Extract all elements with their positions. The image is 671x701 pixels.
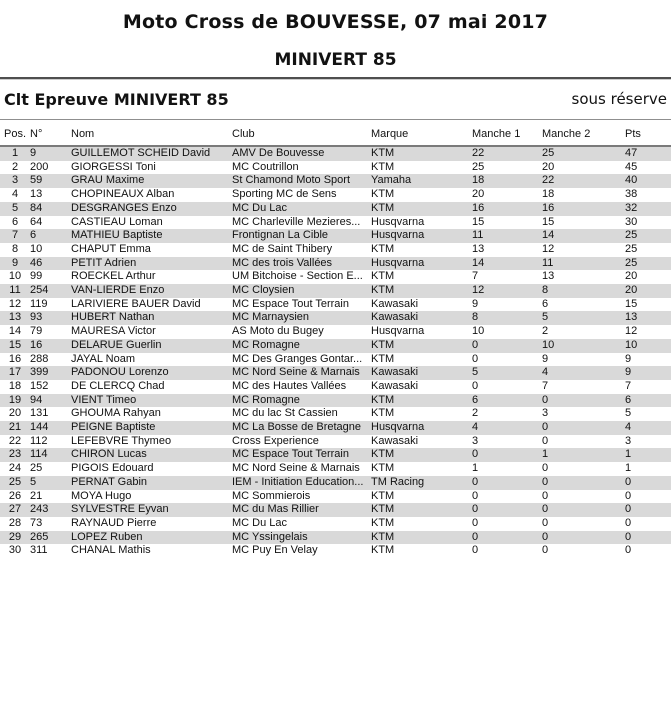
cell-pos: 17 bbox=[0, 366, 30, 380]
cell-manche2: 0 bbox=[542, 434, 549, 447]
cell-club: MC Romagne bbox=[232, 339, 371, 353]
cell-club: MC du lac St Cassien bbox=[232, 407, 338, 420]
cell-manche1: 10 bbox=[472, 325, 485, 338]
table-row bbox=[0, 462, 671, 476]
cell-pts: 30 bbox=[625, 215, 638, 228]
cell-pts: 7 bbox=[625, 379, 632, 392]
column-header-num: N° bbox=[30, 120, 71, 146]
cell-pos: 26 bbox=[8, 489, 22, 502]
cell-marque: KTM bbox=[371, 339, 472, 353]
cell-pos: 7 bbox=[0, 229, 30, 243]
cell-num: 311 bbox=[30, 544, 48, 557]
cell-marque: KTM bbox=[371, 544, 395, 557]
cell-pos: 25 bbox=[0, 476, 30, 490]
cell-club: MC Yssingelais bbox=[232, 531, 371, 545]
cell-marque: TM Racing bbox=[371, 476, 472, 490]
cell-club: MC Nord Seine & Marnais bbox=[232, 366, 371, 380]
cell-pos: 2 bbox=[11, 160, 19, 173]
table-row bbox=[0, 448, 671, 462]
table-row bbox=[0, 517, 671, 531]
cell-num: 112 bbox=[30, 434, 48, 447]
cell-manche1: 5 bbox=[472, 366, 542, 380]
table-header bbox=[0, 120, 671, 146]
cell-club: St Chamond Moto Sport bbox=[232, 174, 371, 188]
cell-manche2: 4 bbox=[542, 366, 625, 380]
cell-pts: 0 bbox=[625, 476, 671, 490]
cell-nom: SYLVESTRE Eyvan bbox=[71, 503, 232, 517]
cell-club: MC Marnaysien bbox=[232, 311, 371, 325]
cell-manche2: 0 bbox=[542, 503, 625, 517]
cell-pts: 47 bbox=[625, 146, 671, 161]
event-title: Moto Cross de BOUVESSE, 07 mai 2017 bbox=[122, 11, 549, 33]
cell-nom: DE CLERCQ Chad bbox=[71, 379, 165, 392]
table-row bbox=[0, 202, 671, 216]
table-row bbox=[0, 270, 671, 284]
cell-manche2: 1 bbox=[542, 448, 625, 462]
cell-pts: 38 bbox=[625, 188, 638, 201]
cell-club: MC Romagne bbox=[232, 394, 371, 408]
cell-marque: KTM bbox=[371, 489, 395, 502]
cell-num: 73 bbox=[30, 516, 43, 529]
cell-pts: 0 bbox=[625, 516, 632, 529]
table-row bbox=[0, 243, 671, 257]
cell-club: MC Charleville Mezieres... bbox=[232, 215, 361, 228]
cell-pts: 13 bbox=[625, 311, 671, 325]
cell-nom: GHOUMA Rahyan bbox=[71, 407, 161, 420]
column-header-marque: Marque bbox=[371, 120, 472, 146]
cell-manche2: 3 bbox=[542, 407, 549, 420]
cell-club: MC Du Lac bbox=[232, 202, 371, 216]
cell-pts: 4 bbox=[625, 421, 671, 435]
cell-num: 13 bbox=[30, 188, 43, 201]
cell-pts: 25 bbox=[625, 229, 671, 243]
cell-nom: PETIT Adrien bbox=[71, 257, 232, 271]
cell-nom: PERNAT Gabin bbox=[71, 476, 232, 490]
cell-manche2: 10 bbox=[542, 339, 625, 353]
cell-manche2: 14 bbox=[542, 229, 625, 243]
cell-manche1: 2 bbox=[472, 407, 479, 420]
cell-manche2: 16 bbox=[542, 202, 625, 216]
cell-nom: MAURESA Victor bbox=[71, 325, 156, 338]
cell-manche1: 12 bbox=[472, 284, 542, 298]
cell-nom: VIENT Timeo bbox=[71, 394, 232, 408]
cell-marque: KTM bbox=[371, 407, 395, 420]
table-row bbox=[0, 229, 671, 243]
cell-manche1: 9 bbox=[472, 297, 479, 310]
cell-club: MC Sommierois bbox=[232, 489, 311, 502]
cell-manche1: 13 bbox=[472, 242, 485, 255]
table-row bbox=[0, 216, 671, 230]
section-heading: Clt Epreuve MINIVERT 85 bbox=[4, 89, 229, 109]
cell-club: AMV De Bouvesse bbox=[232, 146, 371, 161]
cell-manche2: 0 bbox=[542, 462, 549, 475]
cell-nom: HUBERT Nathan bbox=[71, 311, 232, 325]
cell-num: 9 bbox=[30, 146, 71, 161]
cell-manche1: 11 bbox=[472, 229, 542, 243]
column-header-club: Club bbox=[232, 120, 371, 146]
cell-nom: PEIGNE Baptiste bbox=[71, 421, 232, 435]
cell-num: 79 bbox=[30, 325, 43, 338]
cell-manche2: 0 bbox=[542, 476, 625, 490]
table-body bbox=[0, 146, 671, 558]
cell-manche1: 1 bbox=[472, 462, 479, 475]
cell-club: MC des trois Vallées bbox=[232, 257, 371, 271]
cell-pts: 45 bbox=[625, 160, 638, 173]
cell-nom: CHAPUT Emma bbox=[71, 242, 151, 255]
cell-num: 21 bbox=[30, 489, 43, 502]
cell-marque: Husqvarna bbox=[371, 421, 472, 435]
cell-nom: LEFEBVRE Thymeo bbox=[71, 434, 172, 447]
cell-num: 200 bbox=[30, 160, 49, 173]
cell-num: 131 bbox=[30, 407, 49, 420]
cell-nom: CHANAL Mathis bbox=[71, 544, 151, 557]
cell-pos: 11 bbox=[0, 284, 30, 298]
cell-num: 84 bbox=[30, 202, 71, 216]
cell-club: MC Nord Seine & Marnais bbox=[232, 462, 360, 475]
cell-manche2: 12 bbox=[542, 242, 555, 255]
cell-pos: 10 bbox=[8, 270, 22, 283]
cell-pos: 16 bbox=[8, 352, 22, 365]
cell-marque: KTM bbox=[371, 352, 395, 365]
cell-club: UM Bitchoise - Section E... bbox=[232, 270, 363, 283]
cell-manche1: 18 bbox=[472, 174, 542, 188]
cell-marque: Husqvarna bbox=[371, 229, 472, 243]
cell-pts: 20 bbox=[625, 284, 671, 298]
cell-nom: LOPEZ Ruben bbox=[71, 531, 232, 545]
cell-num: 399 bbox=[30, 366, 71, 380]
table-row bbox=[0, 366, 671, 380]
cell-manche2: 0 bbox=[542, 394, 625, 408]
cell-marque: Kawasaki bbox=[371, 366, 472, 380]
cell-pos: 12 bbox=[8, 297, 22, 310]
cell-manche2: 0 bbox=[542, 489, 549, 502]
cell-marque: Kawasaki bbox=[371, 311, 472, 325]
cell-manche1: 0 bbox=[472, 516, 479, 529]
cell-nom: JAYAL Noam bbox=[71, 352, 135, 365]
category-title: MINIVERT 85 bbox=[274, 50, 397, 70]
cell-manche1: 25 bbox=[472, 160, 485, 173]
cell-nom: GUILLEMOT SCHEID David bbox=[71, 146, 232, 161]
cell-club: MC du Mas Rillier bbox=[232, 503, 371, 517]
table-row bbox=[0, 325, 671, 339]
cell-nom: PADONOU Lorenzo bbox=[71, 366, 232, 380]
table-row bbox=[0, 174, 671, 188]
cell-pos: 3 bbox=[0, 174, 30, 188]
cell-manche1: 7 bbox=[472, 270, 479, 283]
cell-manche2: 0 bbox=[542, 531, 625, 545]
cell-num: 46 bbox=[30, 257, 71, 271]
cell-pos: 6 bbox=[11, 215, 19, 228]
cell-pts: 40 bbox=[625, 174, 671, 188]
cell-pts: 25 bbox=[625, 242, 638, 255]
cell-num: 119 bbox=[30, 297, 48, 310]
cell-club: Frontignan La Cible bbox=[232, 229, 371, 243]
cell-pos: 27 bbox=[0, 503, 30, 517]
cell-nom: CASTIEAU Loman bbox=[71, 215, 163, 228]
cell-manche1: 6 bbox=[472, 394, 542, 408]
cell-manche1: 0 bbox=[472, 489, 479, 502]
cell-manche1: 16 bbox=[472, 202, 542, 216]
table-row bbox=[0, 380, 671, 394]
cell-marque: KTM bbox=[371, 462, 395, 475]
cell-num: 265 bbox=[30, 531, 71, 545]
cell-nom: GRAU Maxime bbox=[71, 174, 232, 188]
cell-num: 6 bbox=[30, 229, 71, 243]
table-row bbox=[0, 311, 671, 325]
cell-num: 59 bbox=[30, 174, 71, 188]
cell-manche1: 22 bbox=[472, 146, 542, 161]
cell-pos: 24 bbox=[8, 462, 22, 475]
cell-manche1: 0 bbox=[472, 352, 479, 365]
table-header-row bbox=[0, 120, 671, 146]
cell-pos: 30 bbox=[8, 544, 22, 557]
cell-num: 25 bbox=[30, 462, 43, 475]
table-row bbox=[0, 421, 671, 435]
column-header-manche2: Manche 2 bbox=[542, 120, 625, 146]
table-row bbox=[0, 161, 671, 175]
cell-pos: 8 bbox=[11, 242, 19, 255]
cell-pos: 22 bbox=[8, 434, 22, 447]
cell-num: 114 bbox=[30, 448, 71, 462]
cell-manche2: 13 bbox=[542, 270, 555, 283]
cell-manche2: 0 bbox=[542, 516, 549, 529]
cell-manche2: 0 bbox=[542, 544, 549, 557]
cell-club: MC de Saint Thibery bbox=[232, 242, 333, 255]
table-row bbox=[0, 435, 671, 449]
table-row bbox=[0, 503, 671, 517]
cell-marque: KTM bbox=[371, 448, 472, 462]
column-header-manche1: Manche 1 bbox=[472, 120, 542, 146]
cell-nom: CHOPINEAUX Alban bbox=[71, 188, 175, 201]
cell-marque: Husqvarna bbox=[371, 257, 472, 271]
cell-manche1: 15 bbox=[472, 215, 485, 228]
cell-manche1: 4 bbox=[472, 421, 542, 435]
cell-marque: KTM bbox=[371, 242, 395, 255]
table-row bbox=[0, 394, 671, 408]
cell-manche1: 0 bbox=[472, 531, 542, 545]
cell-manche1: 0 bbox=[472, 503, 542, 517]
cell-pos: 19 bbox=[0, 394, 30, 408]
cell-nom: MOYA Hugo bbox=[71, 489, 132, 502]
cell-manche2: 9 bbox=[542, 352, 549, 365]
cell-manche1: 8 bbox=[472, 311, 542, 325]
cell-club: MC Puy En Velay bbox=[232, 544, 318, 557]
cell-nom: CHIRON Lucas bbox=[71, 448, 232, 462]
cell-pos: 20 bbox=[8, 407, 22, 420]
table-row bbox=[0, 407, 671, 421]
table-row bbox=[0, 544, 671, 558]
cell-club: MC La Bosse de Bretagne bbox=[232, 421, 371, 435]
cell-marque: Husqvarna bbox=[371, 215, 425, 228]
table-row bbox=[0, 353, 671, 367]
cell-manche2: 22 bbox=[542, 174, 625, 188]
cell-pts: 5 bbox=[625, 407, 632, 420]
cell-pts: 12 bbox=[625, 325, 638, 338]
cell-manche1: 0 bbox=[472, 448, 542, 462]
cell-nom: RAYNAUD Pierre bbox=[71, 516, 157, 529]
table-row bbox=[0, 531, 671, 545]
cell-pts: 9 bbox=[625, 366, 671, 380]
cell-manche1: 0 bbox=[472, 476, 542, 490]
cell-manche1: 20 bbox=[472, 188, 485, 201]
cell-marque: KTM bbox=[371, 284, 472, 298]
cell-num: 152 bbox=[30, 379, 49, 392]
cell-club: MC des Hautes Vallées bbox=[232, 379, 347, 392]
cell-marque: KTM bbox=[371, 503, 472, 517]
cell-club: MC Coutrillon bbox=[232, 160, 299, 173]
cell-marque: KTM bbox=[371, 516, 395, 529]
cell-nom: DELARUE Guerlin bbox=[71, 339, 232, 353]
cell-manche2: 25 bbox=[542, 146, 625, 161]
table-row bbox=[0, 188, 671, 202]
cell-manche1: 0 bbox=[472, 379, 479, 392]
cell-pos: 13 bbox=[0, 311, 30, 325]
cell-nom: VAN-LIERDE Enzo bbox=[71, 284, 232, 298]
table-row bbox=[0, 298, 671, 312]
cell-pts: 1 bbox=[625, 462, 632, 475]
column-header-pos: Pos. bbox=[0, 120, 30, 146]
cell-manche2: 6 bbox=[542, 297, 549, 310]
cell-pts: 0 bbox=[625, 531, 671, 545]
cell-num: 144 bbox=[30, 421, 71, 435]
cell-club: MC Espace Tout Terrain bbox=[232, 448, 371, 462]
section-band bbox=[0, 77, 671, 120]
cell-manche2: 15 bbox=[542, 215, 555, 228]
cell-club: Sporting MC de Sens bbox=[232, 188, 337, 201]
cell-nom: MATHIEU Baptiste bbox=[71, 229, 232, 243]
cell-marque: Yamaha bbox=[371, 174, 472, 188]
cell-marque: KTM bbox=[371, 531, 472, 545]
table-row bbox=[0, 476, 671, 490]
cell-num: 288 bbox=[30, 352, 49, 365]
cell-marque: Husqvarna bbox=[371, 325, 425, 338]
cell-manche2: 18 bbox=[542, 188, 555, 201]
cell-marque: KTM bbox=[371, 160, 395, 173]
cell-marque: Kawasaki bbox=[371, 434, 419, 447]
cell-manche2: 20 bbox=[542, 160, 555, 173]
cell-num: 243 bbox=[30, 503, 71, 517]
cell-club: AS Moto du Bugey bbox=[232, 325, 324, 338]
cell-club: MC Du Lac bbox=[232, 516, 288, 529]
cell-club: MC Des Granges Gontar... bbox=[232, 352, 363, 365]
cell-pos: 29 bbox=[0, 531, 30, 545]
table-row bbox=[0, 146, 671, 161]
cell-manche2: 8 bbox=[542, 284, 625, 298]
cell-manche1: 0 bbox=[472, 544, 479, 557]
cell-nom: GIORGESSI Toni bbox=[71, 160, 156, 173]
results-table bbox=[0, 120, 671, 558]
cell-pts: 10 bbox=[625, 339, 671, 353]
column-header-nom: Nom bbox=[71, 120, 232, 146]
cell-manche2: 5 bbox=[542, 311, 625, 325]
cell-pts: 3 bbox=[625, 434, 632, 447]
cell-marque: KTM bbox=[371, 270, 395, 283]
cell-manche1: 3 bbox=[472, 434, 479, 447]
cell-pos: 14 bbox=[8, 325, 22, 338]
cell-manche1: 14 bbox=[472, 257, 542, 271]
cell-num: 10 bbox=[30, 242, 43, 255]
cell-nom: LARIVIERE BAUER David bbox=[71, 297, 201, 310]
column-header-pts: Pts bbox=[625, 120, 671, 146]
table-row bbox=[0, 284, 671, 298]
cell-club: MC Espace Tout Terrain bbox=[232, 297, 349, 310]
cell-pts: 20 bbox=[625, 270, 638, 283]
cell-pos: 21 bbox=[0, 421, 30, 435]
cell-manche2: 2 bbox=[542, 325, 549, 338]
cell-pos: 15 bbox=[0, 339, 30, 353]
cell-pts: 15 bbox=[625, 297, 638, 310]
cell-num: 254 bbox=[30, 284, 71, 298]
cell-manche2: 0 bbox=[542, 421, 625, 435]
cell-pts: 0 bbox=[625, 489, 632, 502]
cell-pts: 0 bbox=[625, 503, 671, 517]
cell-num: 93 bbox=[30, 311, 71, 325]
cell-nom: PIGOIS Edouard bbox=[71, 462, 154, 475]
cell-marque: KTM bbox=[371, 146, 472, 161]
cell-manche1: 0 bbox=[472, 339, 542, 353]
cell-club: IEM - Initiation Education... bbox=[232, 476, 371, 490]
cell-nom: DESGRANGES Enzo bbox=[71, 202, 232, 216]
cell-manche2: 11 bbox=[542, 257, 625, 271]
cell-pos: 18 bbox=[8, 379, 22, 392]
cell-marque: Kawasaki bbox=[371, 297, 419, 310]
cell-pts: 9 bbox=[625, 352, 632, 365]
cell-pos: 5 bbox=[0, 202, 30, 216]
table-row bbox=[0, 490, 671, 504]
cell-pos: 9 bbox=[0, 257, 30, 271]
cell-num: 99 bbox=[30, 270, 43, 283]
cell-marque: KTM bbox=[371, 202, 472, 216]
table-row bbox=[0, 257, 671, 271]
cell-pts: 6 bbox=[625, 394, 671, 408]
cell-pos: 4 bbox=[11, 188, 19, 201]
cell-pts: 1 bbox=[625, 448, 671, 462]
table-row bbox=[0, 339, 671, 353]
provisional-note: sous réserve bbox=[571, 90, 667, 108]
cell-num: 94 bbox=[30, 394, 71, 408]
cell-pos: 23 bbox=[0, 448, 30, 462]
cell-num: 16 bbox=[30, 339, 71, 353]
cell-manche2: 7 bbox=[542, 379, 549, 392]
cell-num: 5 bbox=[30, 476, 71, 490]
cell-marque: Kawasaki bbox=[371, 379, 419, 392]
cell-pts: 25 bbox=[625, 257, 671, 271]
cell-pos: 1 bbox=[0, 146, 30, 161]
cell-pts: 0 bbox=[625, 544, 632, 557]
cell-marque: KTM bbox=[371, 188, 395, 201]
cell-pts: 32 bbox=[625, 202, 671, 216]
cell-club: MC Cloysien bbox=[232, 284, 371, 298]
cell-club: Cross Experience bbox=[232, 434, 319, 447]
cell-num: 64 bbox=[30, 215, 43, 228]
cell-marque: KTM bbox=[371, 394, 472, 408]
cell-pos: 28 bbox=[8, 516, 22, 529]
cell-nom: ROECKEL Arthur bbox=[71, 270, 156, 283]
